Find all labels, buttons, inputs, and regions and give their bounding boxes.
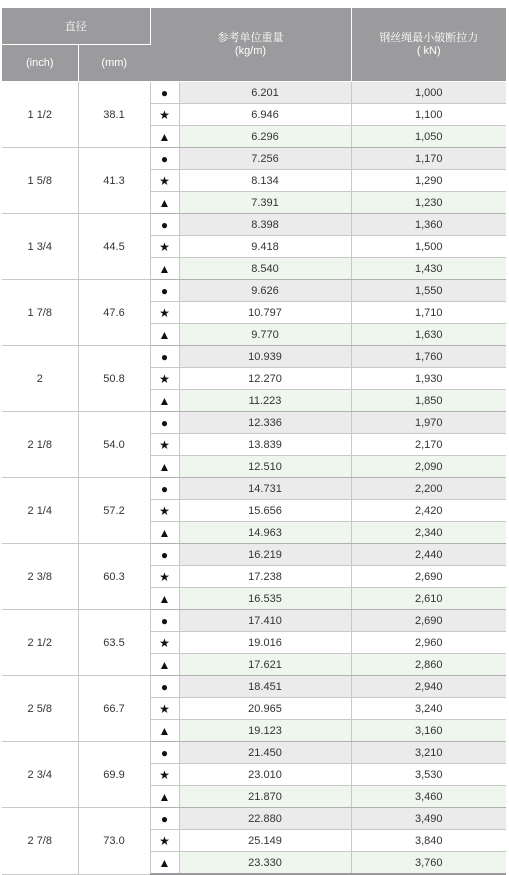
weight-cell: 9.626 [179,280,351,302]
force-cell: 3,240 [351,698,506,720]
weight-cell: 17.410 [179,610,351,632]
force-cell: 3,530 [351,764,506,786]
dot-icon: ● [150,346,179,368]
force-cell: 1,930 [351,368,506,390]
triangle-icon: ▲ [150,126,179,148]
force-cell: 3,460 [351,786,506,808]
triangle-icon: ▲ [150,324,179,346]
diameter-mm-cell: 73.0 [78,808,150,875]
triangle-icon: ▲ [150,852,179,875]
force-cell: 2,170 [351,434,506,456]
diameter-inch-cell: 2 3/4 [2,742,78,808]
weight-cell: 20.965 [179,698,351,720]
table-row [2,280,506,302]
diameter-mm-cell: 63.5 [78,610,150,676]
force-cell: 2,690 [351,610,506,632]
weight-cell: 9.418 [179,236,351,258]
weight-cell: 8.398 [179,214,351,236]
force-header [351,8,506,82]
force-cell: 2,420 [351,500,506,522]
triangle-icon: ▲ [150,786,179,808]
dot-icon: ● [150,148,179,170]
triangle-icon: ▲ [150,258,179,280]
diameter-inch-cell: 2 [2,346,78,412]
table-row [2,214,506,236]
force-cell: 1,630 [351,324,506,346]
weight-cell: 12.270 [179,368,351,390]
diameter-mm-cell: 50.8 [78,346,150,412]
force-cell: 2,960 [351,632,506,654]
star-icon: ★ [150,566,179,588]
star-icon: ★ [150,632,179,654]
dot-icon: ● [150,214,179,236]
force-cell: 1,850 [351,390,506,412]
table-row [2,544,506,566]
diameter-mm-cell: 54.0 [78,412,150,478]
force-cell: 1,760 [351,346,506,368]
table-row [2,478,506,500]
mm-header: (mm) [78,45,150,82]
triangle-icon: ▲ [150,588,179,610]
triangle-icon: ▲ [150,390,179,412]
force-cell: 3,760 [351,852,506,875]
force-cell: 1,430 [351,258,506,280]
force-cell: 1,710 [351,302,506,324]
table-row [2,742,506,764]
force-cell: 1,170 [351,148,506,170]
weight-cell: 22.880 [179,808,351,830]
weight-cell: 18.451 [179,676,351,698]
inch-header: (inch) [2,45,78,82]
weight-cell: 16.219 [179,544,351,566]
diameter-inch-cell: 2 1/4 [2,478,78,544]
diameter-mm-cell: 66.7 [78,676,150,742]
table-row [2,412,506,434]
weight-cell: 12.336 [179,412,351,434]
force-cell: 1,970 [351,412,506,434]
diameter-inch-cell: 1 1/2 [2,82,78,148]
dot-icon: ● [150,742,179,764]
force-cell: 3,840 [351,830,506,852]
force-cell: 2,440 [351,544,506,566]
dot-icon: ● [150,676,179,698]
diameter-mm-cell: 69.9 [78,742,150,808]
star-icon: ★ [150,368,179,390]
diameter-mm-cell: 41.3 [78,148,150,214]
weight-cell: 8.540 [179,258,351,280]
star-icon: ★ [150,764,179,786]
weight-cell: 19.016 [179,632,351,654]
table-row [2,676,506,698]
table-row [2,148,506,170]
weight-cell: 21.450 [179,742,351,764]
weight-cell: 25.149 [179,830,351,852]
force-cell: 3,160 [351,720,506,742]
diameter-inch-cell: 2 1/8 [2,412,78,478]
weight-cell: 6.296 [179,126,351,148]
weight-cell: 8.134 [179,170,351,192]
diameter-inch-cell: 2 5/8 [2,676,78,742]
table-header [2,8,506,82]
weight-cell: 6.946 [179,104,351,126]
force-cell: 1,230 [351,192,506,214]
weight-cell: 10.797 [179,302,351,324]
force-cell: 1,500 [351,236,506,258]
weight-cell: 23.330 [179,852,351,875]
triangle-icon: ▲ [150,192,179,214]
weight-cell: 14.731 [179,478,351,500]
table-row [2,346,506,368]
force-cell: 1,550 [351,280,506,302]
star-icon: ★ [150,104,179,126]
dot-icon: ● [150,280,179,302]
force-header-label: 钢丝绳最小破断拉力 [379,31,479,44]
weight-cell: 9.770 [179,324,351,346]
weight-header-unit: (kg/m) [234,44,267,57]
diameter-mm-cell: 38.1 [78,82,150,148]
weight-cell: 15.656 [179,500,351,522]
weight-cell: 11.223 [179,390,351,412]
triangle-icon: ▲ [150,720,179,742]
weight-header-label: 参考单位重量 [217,31,284,44]
force-cell: 2,340 [351,522,506,544]
weight-cell: 21.870 [179,786,351,808]
weight-cell: 10.939 [179,346,351,368]
force-cell: 1,360 [351,214,506,236]
star-icon: ★ [150,302,179,324]
weight-cell: 13.839 [179,434,351,456]
weight-cell: 14.963 [179,522,351,544]
star-icon: ★ [150,236,179,258]
force-cell: 3,210 [351,742,506,764]
diameter-mm-cell: 44.5 [78,214,150,280]
star-icon: ★ [150,434,179,456]
triangle-icon: ▲ [150,522,179,544]
weight-cell: 23.010 [179,764,351,786]
weight-cell: 16.535 [179,588,351,610]
weight-header [150,8,351,82]
triangle-icon: ▲ [150,456,179,478]
dot-icon: ● [150,412,179,434]
force-cell: 1,290 [351,170,506,192]
diameter-mm-cell: 60.3 [78,544,150,610]
weight-cell: 19.123 [179,720,351,742]
dot-icon: ● [150,478,179,500]
dot-icon: ● [150,610,179,632]
force-cell: 2,090 [351,456,506,478]
triangle-icon: ▲ [150,654,179,676]
diameter-header: 直径 [2,8,150,45]
diameter-inch-cell: 1 3/4 [2,214,78,280]
diameter-mm-cell: 57.2 [78,478,150,544]
weight-cell: 7.391 [179,192,351,214]
star-icon: ★ [150,500,179,522]
table-body [2,82,506,875]
force-header-unit: ( kN) [416,44,441,57]
diameter-inch-cell: 2 3/8 [2,544,78,610]
force-cell: 2,860 [351,654,506,676]
weight-cell: 7.256 [179,148,351,170]
weight-cell: 17.621 [179,654,351,676]
table-row [2,82,506,104]
diameter-inch-cell: 2 7/8 [2,808,78,875]
force-cell: 3,490 [351,808,506,830]
dot-icon: ● [150,82,179,104]
table-row [2,610,506,632]
star-icon: ★ [150,698,179,720]
force-cell: 2,200 [351,478,506,500]
star-icon: ★ [150,170,179,192]
weight-cell: 12.510 [179,456,351,478]
dot-icon: ● [150,808,179,830]
dot-icon: ● [150,544,179,566]
weight-cell: 17.238 [179,566,351,588]
star-icon: ★ [150,830,179,852]
force-cell: 1,050 [351,126,506,148]
force-cell: 1,000 [351,82,506,104]
diameter-inch-cell: 1 7/8 [2,280,78,346]
table-row [2,808,506,830]
diameter-inch-cell: 2 1/2 [2,610,78,676]
diameter-mm-cell: 47.6 [78,280,150,346]
force-cell: 1,100 [351,104,506,126]
force-cell: 2,610 [351,588,506,610]
force-cell: 2,940 [351,676,506,698]
force-cell: 2,690 [351,566,506,588]
weight-cell: 6.201 [179,82,351,104]
wire-rope-spec-table-container [2,8,506,875]
diameter-inch-cell: 1 5/8 [2,148,78,214]
wire-rope-spec-table [2,8,506,875]
